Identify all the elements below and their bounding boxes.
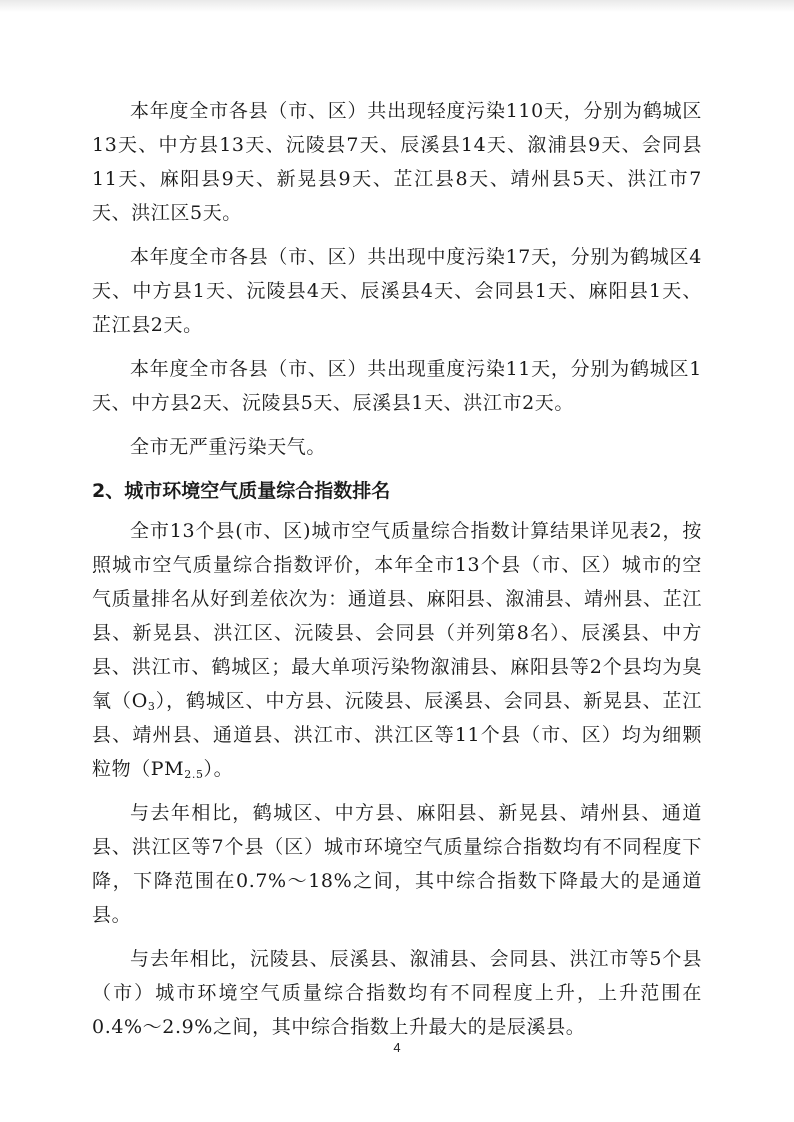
- pm-subscript: 2.5: [184, 768, 204, 781]
- page-number: 4: [393, 1040, 401, 1055]
- light-pollution-paragraph: 本年度全市各县（市、区）共出现轻度污染110天，分别为鹤城区13天、中方县13天、沅陵县7天、辰溪县14天、溆浦县9天、会同县11天、麻阳县9天、新晃县9天、芷江县8天、靖州县5天、洪江市7天、洪江区5天。: [92, 100, 702, 224]
- ranking-text-3: ）。: [203, 758, 234, 780]
- increase-paragraph: 与去年相比，沅陵县、辰溪县、溆浦县、会同县、洪江市等5个县（市）城市环境空气质量综合指数均有不同程度上升，上升范围在0.4%～2.9%之间，其中综合指数上升最大的是辰溪县。: [92, 948, 702, 1038]
- heavy-pollution-paragraph: 本年度全市各县（市、区）共出现重度污染11天，分别为鹤城区1天、中方县2天、沅陵县5天、辰溪县1天、洪江市2天。: [92, 358, 702, 414]
- scan-edge: [0, 0, 794, 12]
- ranking-text-2: ），鹤城区、中方县、沅陵县、辰溪县、会同县、新晃县、芷江县、靖州县、通道县、洪江市、洪江区等11个县（市、区）均为细颗粒物（PM: [92, 690, 702, 780]
- document-body: [92, 94, 702, 1054]
- decrease-paragraph: 与去年相比，鹤城区、中方县、麻阳县、新晃县、靖州县、通道县、洪江区等7个县（区）城市环境空气质量综合指数均有不同程度下降，下降范围在0.7%～18%之间，其中综合指数下降最大的是通道县。: [92, 802, 702, 926]
- o3-subscript: 3: [147, 700, 156, 713]
- severe-pollution-paragraph: 全市无严重污染天气。: [130, 436, 327, 458]
- ranking-text-1: 全市13个县(市、区)城市空气质量综合指数计算结果详见表2，按照城市空气质量综合指数评价，本年全市13个县（市、区）城市的空气质量排名从好到差依次为：通道县、麻阳县、溆浦县、靖州县、芷江县、新晃县、洪江区、沅陵县、会同县（并列第8名）、辰溪县、中方县、洪江市、鹤城区；最大单项污染物溆浦县、麻阳县等2个县均为臭氧（O: [92, 520, 702, 712]
- ranking-paragraph: [92, 514, 702, 786]
- moderate-pollution-paragraph: 本年度全市各县（市、区）共出现中度污染17天，分别为鹤城区4天、中方县1天、沅陵县4天、辰溪县4天、会同县1天、麻阳县1天、芷江县2天。: [92, 246, 702, 336]
- section-heading: 2、城市环境空气质量综合指数排名: [92, 480, 391, 502]
